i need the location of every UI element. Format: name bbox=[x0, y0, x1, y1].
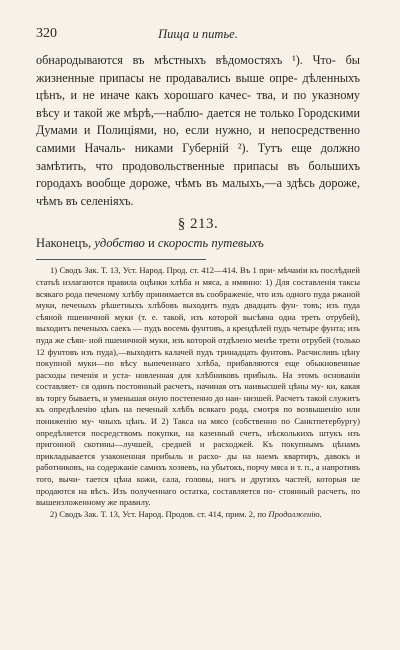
section-intro-lead: Наконецъ, bbox=[36, 236, 95, 251]
footnote-2-lead: 2) Сводъ Зак. Т. 13, Уст. Народ. Продов. ст. 414, прим. 2, по bbox=[50, 508, 269, 519]
page-header bbox=[36, 26, 360, 42]
section-intro-italic: удобство bbox=[94, 236, 145, 251]
section-intro-italic-2: скорость путевыхъ bbox=[157, 236, 264, 251]
page-number: 320 bbox=[36, 26, 57, 41]
footnote-rule bbox=[36, 259, 206, 260]
footnotes bbox=[36, 265, 360, 520]
paragraph: обнародываются въ мѣстныхъ вѣдомостяхъ ¹). Что- бы жизненные припасы не продавались выше опре- дѣленныхъ цѣнъ, и не иначе какъ хорошаго качес- тва, и по указному вѣсу и такой же мѣрѣ,—наблю- дается не только Городскими Думами и Полиціями, но, если нужно, и непосредственно самими Началь- никами Губерній ²). Тутъ еще должно замѣтить, что продовольственные припасы въ большихъ городахъ вообще дороже, чѣмъ въ малыхъ,—а здѣсь дороже, чѣмъ въ селеніяхъ. bbox=[36, 53, 360, 208]
section-intro bbox=[36, 234, 360, 252]
footnote-2-italic: Продолженію. bbox=[268, 508, 322, 519]
main-text bbox=[36, 52, 360, 520]
section-intro-and: и bbox=[144, 236, 158, 251]
footnote-2 bbox=[36, 509, 360, 521]
footnote-1: 1) Сводъ Зак. Т. 13, Уст. Народ. Прод. ст. 412—414. Въ 1 при- мѣчаніи къ послѣдней статьѣ излагаются правила оцѣнки хлѣба и мяса, а имянно: 1) Для составленія таксы всякаго рода печеному хлѣбу принимается въ соображеніе, что изъ одного пуда ржаной муки, печеныхъ рѣшетныхъ хлѣбовъ выходитъ пудъ двадцать фун- товъ; изъ пуда сѣяной пшеничной муки (т. е. такой, изъ которой высѣяна одна треть отрубей), выходитъ печеныхъ саекъ — пудъ восемь фунтовъ, а крендѣлей пудъ четыре фунта; изъ пуда же сѣян- ной пшеничной муки, изъ которой отдѣлено менѣе трети отрубей (только 12 фунтовъ изъ пуда),—выходитъ калачей пудъ тринадцать фунтовъ. Расчисливъ цѣну покупной муки—по вѣсу выпеченнаго хлѣба, прибавляются еще обыкновенные расходы печенія и уста- новленная для хлѣбниковъ прибыль. На этомъ основаніи составляет- ся одинъ постоянный расчетъ, начиная отъ наивысшей цѣны му- ки, какая въ торгу бываетъ, и уменьшая оную постепенно до наи- низшей. Расчетъ такой служитъ къ опредѣленію цѣнъ на печеный хлѣбъ всякаго рода, смотря по возвышенію или пониженію му- чныхъ цѣнъ. И 2) Такса на мясо (собственно по Санктпетербургу) опредѣляется посредствомъ покупки, на казенный счетъ, нѣсколькихъ штукъ изъ пригонной скотины—лучшей, средней и расходжей. Къ покупнымъ цѣнамъ прикладывается узаконенная прибыль и расхо- ды на наемъ квартиръ, давокъ и работниковъ, на содержаніе самихъ хозяевъ, на убытокъ, порчу мяса и т. п., а напротивъ того, вычи- тается цѣна кожи, сала, головы, ногъ и другихъ частей, которыя не продаются на вѣсъ. Изъ полученнаго остатка, составляется по- стоянный расчетъ, по вышеизложенному же правилу. bbox=[36, 265, 360, 508]
section-heading: § 213. bbox=[177, 216, 219, 233]
running-title: Пища и питье. bbox=[158, 27, 238, 41]
